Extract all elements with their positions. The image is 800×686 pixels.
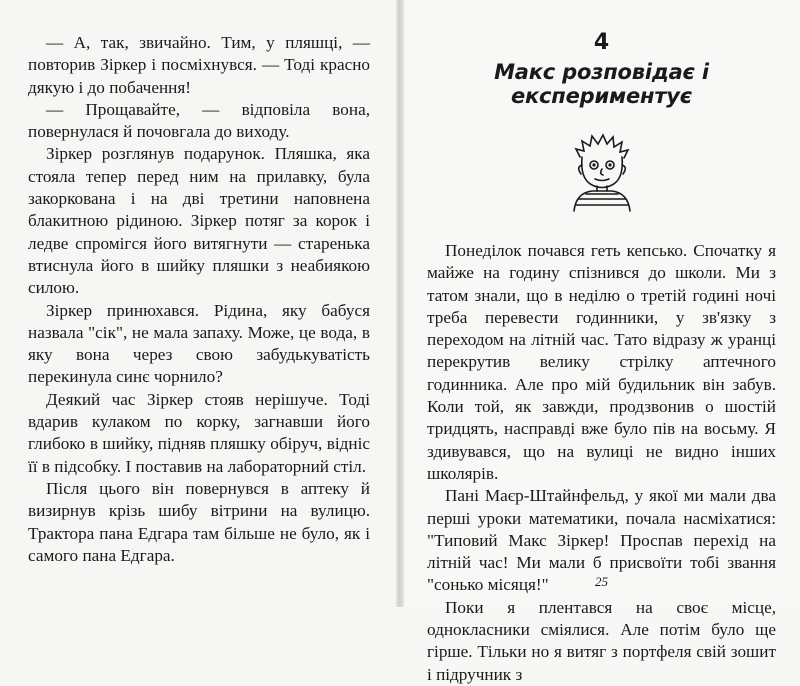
left-paragraph-5: Деякий час Зіркер стояв нерішуче. Тоді вдарив кулаком по корку, загнавши його глибоко в шийку, підняв пляшку обіруч, відніс її в підсобку. І поставив на лабораторний стіл. [28, 389, 370, 476]
chapter-title: Макс розповідає і експериментує [494, 60, 709, 108]
right-paragraph-1: Понеділок почався геть кепсько. Спочатку я майже на годину спізнився до школи. Ми з татом знали, що в неділю о третій годині ночі треба перевести годинники, у зв'язку з переходом на літній час. Тато відразу ж уранці перекрутив велику стрілку аптечного годинника. Але про мій будильник він забув. Коли той, як завжди, продзвонив о шостій тридцять, насправді вже було пів на восьму. Я здивувався, що на вулиці не видно інших школярів. [427, 241, 776, 483]
right-page-text [427, 240, 776, 686]
left-paragraph-2: — Прощавайте, — відповіла вона, повернулася й почовгала до виходу. [28, 99, 370, 142]
right-paragraph-2: Пані Маєр-Штайнфельд, у якої ми мали два перші уроки математики, почала насміхатися: "Типовий Макс Зіркер! Проспав перехід на літній час! Ми мали б присвоїти тобі звання "сонько місяця!" [427, 486, 776, 595]
left-paragraph-6: Після цього він повернувся в аптеку й визирнув крізь шибу вітрини на вулицю. Трактора пана Едгара там більше не було, як і самого пана Едгара. [28, 478, 370, 565]
left-paragraph-3: Зіркер розглянув подарунок. Пляшка, яка стояла тепер перед ним на прилавку, була закоркована і на дві третини наповнена блакитною рідиною. Зіркер потяг за корок і ледве спромігся його витягнути — старенька втиснула його в шийку пляшки з неабиякою силою. [28, 144, 370, 298]
book-spine [396, 0, 404, 607]
boy-portrait-illustration [562, 127, 642, 212]
right-paragraph-3: Поки я плентався на своє місце, однокласники сміялися. Але потім було ще гірше. Тільки но я витяг з портфеля свій зошит і підручник з [427, 597, 776, 684]
left-page-text [28, 32, 370, 567]
left-paragraph-1: — А, так, звичайно. Тим, у пляшці, — повторив Зіркер і посміхнувся. — Тоді красно дякую і до побачення! [28, 33, 370, 97]
chapter-number: 4 [593, 30, 610, 55]
page-number: 25 [595, 574, 608, 589]
left-paragraph-4: Зіркер принюхався. Рідина, яку бабуся назвала "сік", не мала запаху. Може, це вода, в яку вона через свою забудькуватість перекинула синє чорнило? [28, 300, 370, 387]
